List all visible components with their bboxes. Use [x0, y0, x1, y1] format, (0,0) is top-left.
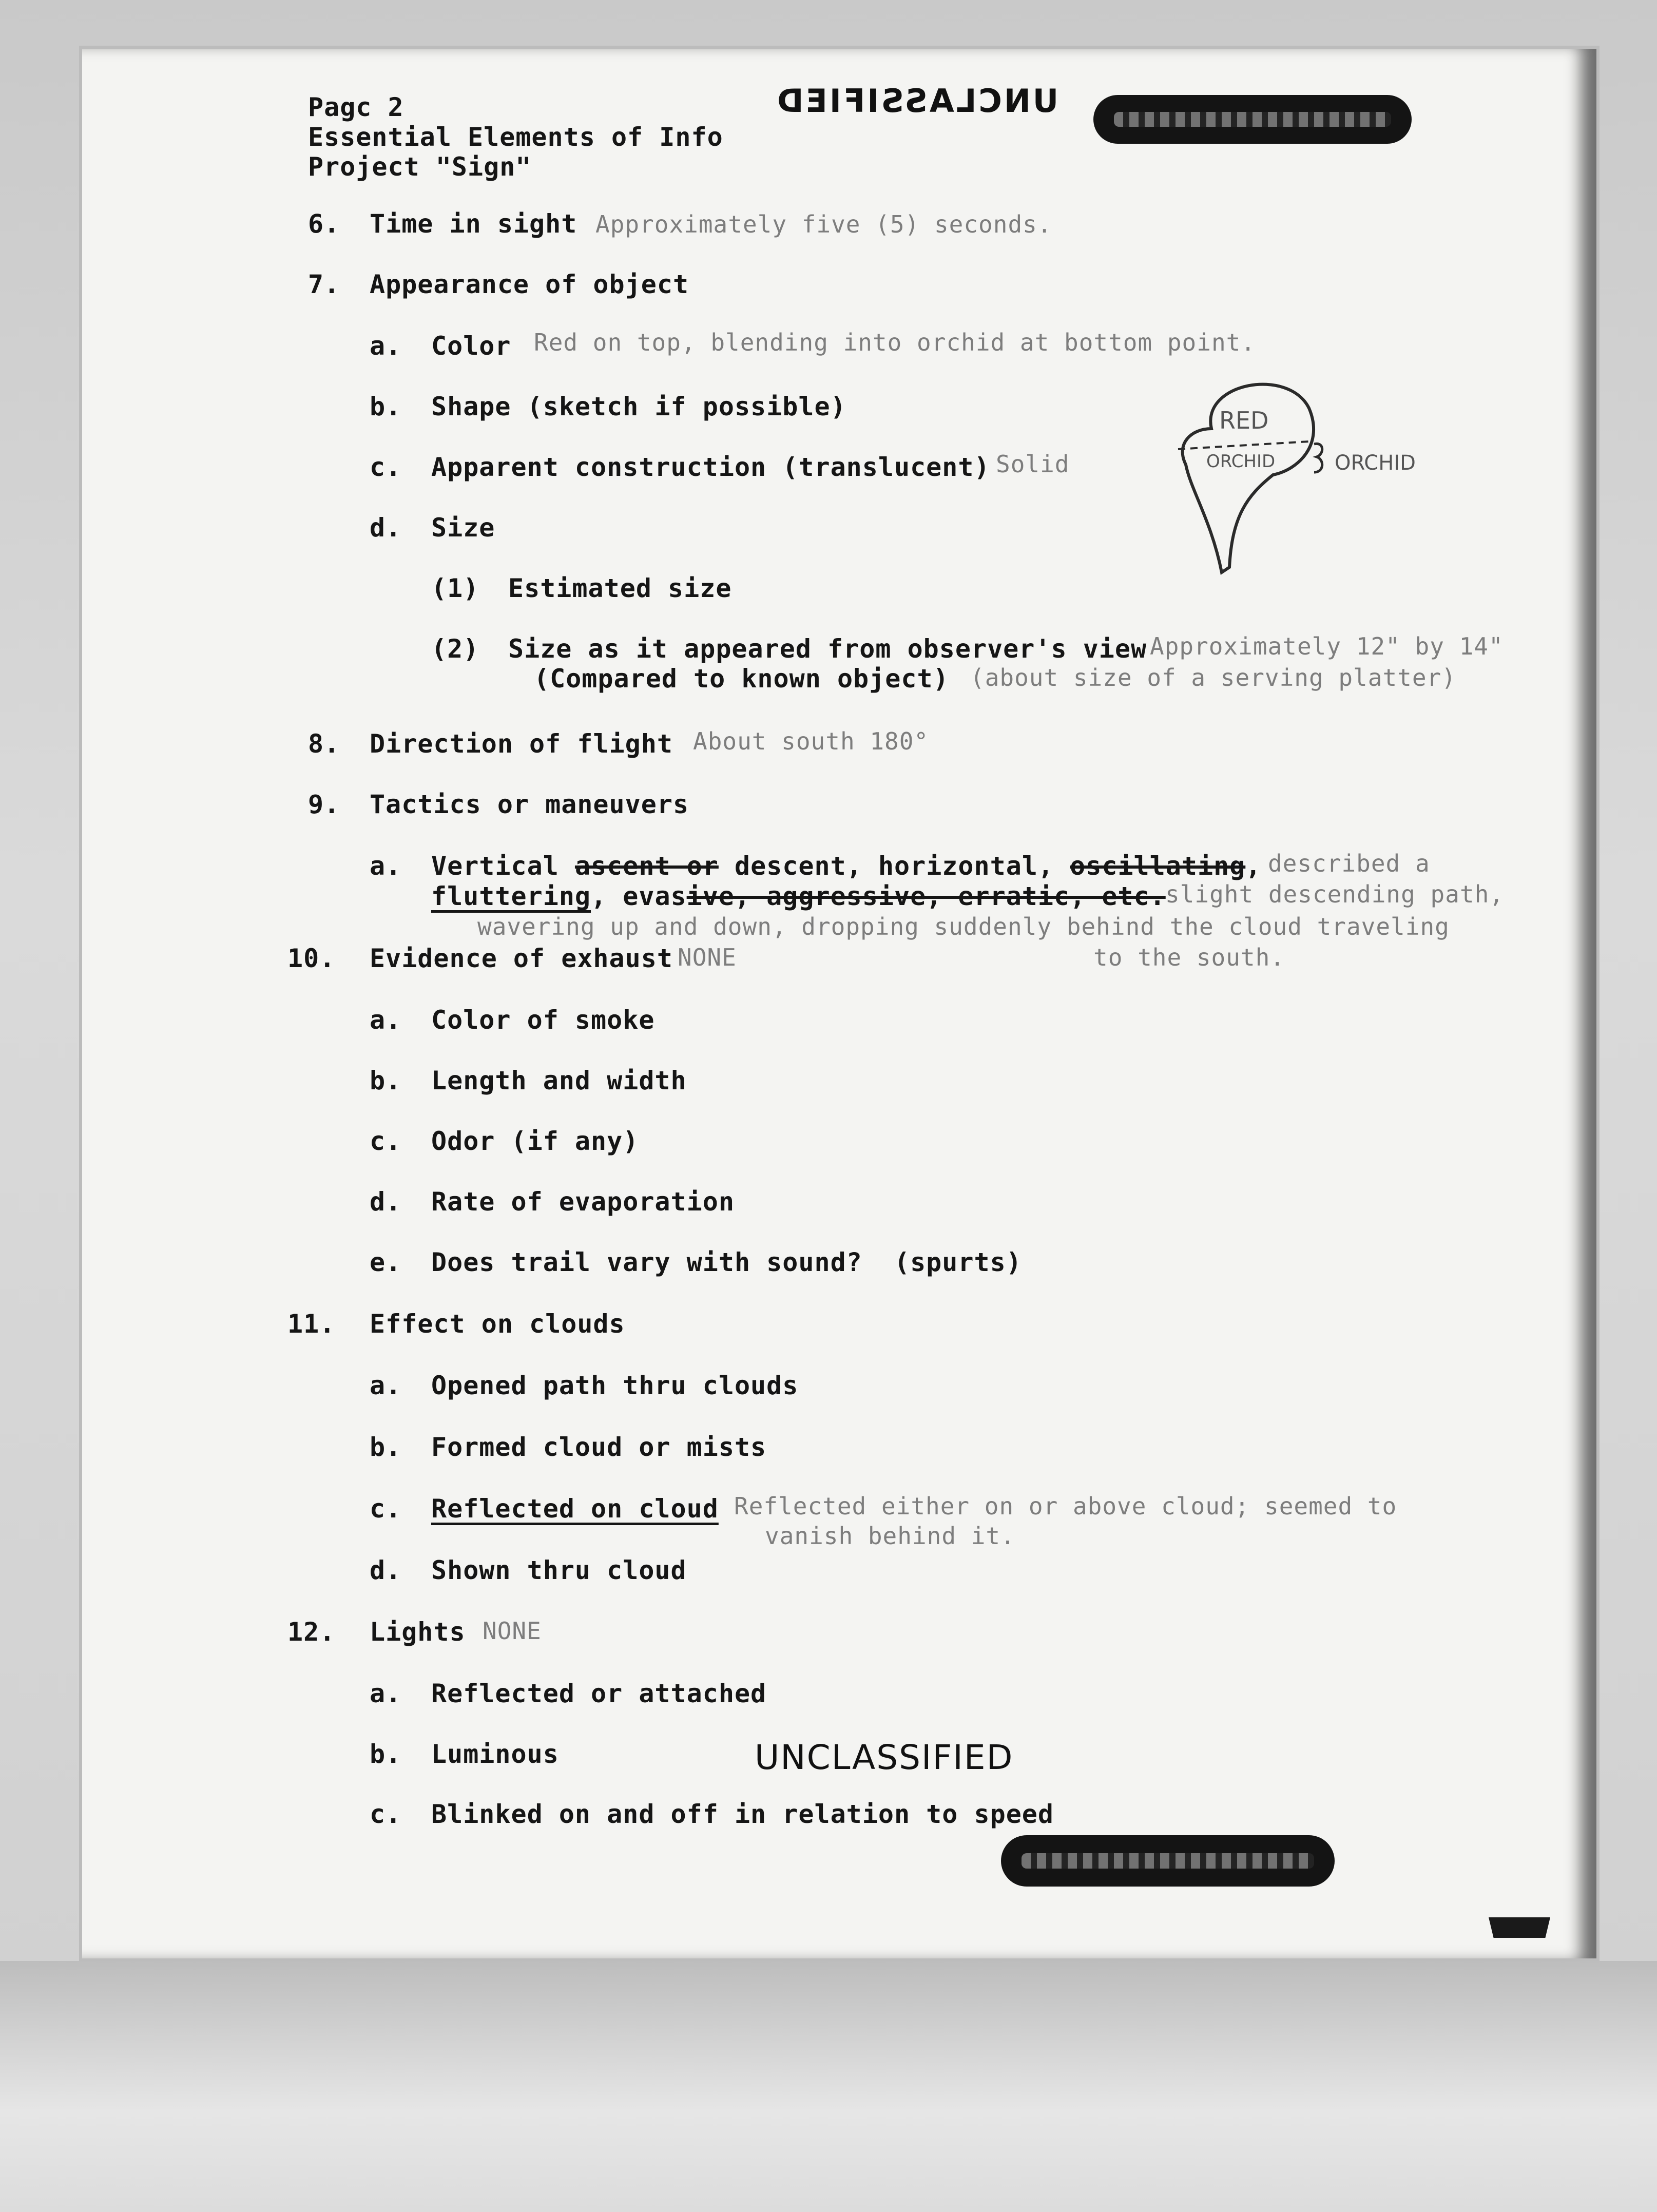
- item-11b-label: b.: [370, 1432, 402, 1462]
- item-9a-line1: [431, 851, 1261, 881]
- item-9-text: Tactics or maneuvers: [370, 790, 689, 819]
- item-12c-label: c.: [370, 1799, 402, 1829]
- photo-bottom-strip: [0, 1961, 1657, 2212]
- item-10-text: Evidence of exhaust: [370, 944, 673, 973]
- item-12-answer: NONE: [483, 1617, 542, 1645]
- corner-mark: [1489, 1917, 1550, 1938]
- item-11d-text: Shown thru cloud: [431, 1555, 687, 1585]
- item-9a-label: a.: [370, 851, 402, 881]
- redaction-bottom: [1001, 1835, 1335, 1887]
- item-7d1-text: Estimated size: [508, 573, 732, 603]
- item-10-answer: NONE: [678, 944, 737, 971]
- item-10-label: 10.: [287, 944, 336, 973]
- item-11b-text: Formed cloud or mists: [431, 1432, 767, 1462]
- item-9a-struck-2: oscillating: [1070, 851, 1246, 881]
- document-subtitle: Essential Elements of Info: [308, 122, 723, 152]
- item-7d-text: Size: [431, 513, 495, 543]
- item-11a-label: a.: [370, 1371, 402, 1400]
- item-11-text: Effect on clouds: [370, 1309, 625, 1339]
- item-7a-label: a.: [370, 331, 402, 361]
- item-12b-text: Luminous: [431, 1739, 559, 1769]
- item-10a-label: a.: [370, 1005, 402, 1035]
- item-12b-label: b.: [370, 1739, 402, 1769]
- item-9a-answer-1: described a: [1268, 850, 1430, 877]
- item-10a-text: Color of smoke: [431, 1005, 655, 1035]
- item-10c-text: Odor (if any): [431, 1126, 639, 1156]
- item-7d1-label: (1): [431, 573, 479, 603]
- item-10d-text: Rate of evaporation: [431, 1187, 735, 1217]
- item-9a-answer-3: wavering up and down, dropping suddenly behind the cloud traveling: [477, 913, 1450, 940]
- item-12-label: 12.: [287, 1617, 336, 1647]
- item-8-answer: About south 180°: [693, 727, 929, 755]
- item-10c-label: c.: [370, 1126, 402, 1156]
- item-11d-label: d.: [370, 1555, 402, 1585]
- item-7d2-answer-line2: (about size of a serving platter): [970, 664, 1456, 691]
- item-9a-struck-1: ascent or: [574, 851, 719, 881]
- item-12a-text: Reflected or attached: [431, 1679, 767, 1708]
- classification-stamp-bottom: UNCLASSIFIED: [755, 1738, 1014, 1777]
- item-10d-label: d.: [370, 1187, 402, 1217]
- item-11-label: 11.: [287, 1309, 336, 1339]
- item-10e-label: e.: [370, 1247, 402, 1277]
- item-12a-label: a.: [370, 1679, 402, 1708]
- item-9a-line2: [431, 881, 1166, 911]
- item-7d2-label: (2): [431, 634, 479, 664]
- item-9a-answer-4: to the south.: [1093, 944, 1285, 971]
- sketch-label-bottom: ORCHID: [1206, 451, 1276, 472]
- item-11c-text: Reflected on cloud: [431, 1494, 719, 1524]
- item-8-text: Direction of flight: [370, 729, 673, 759]
- item-7-text: Appearance of object: [370, 270, 689, 299]
- item-6-answer: Approximately five (5) seconds.: [595, 210, 1052, 238]
- item-10e-text: Does trail vary with sound? (spurts): [431, 1247, 1022, 1277]
- item-7a-answer: Red on top, blending into orchid at bottom point.: [534, 329, 1256, 356]
- item-7-label: 7.: [308, 270, 340, 299]
- sketch-label-top: RED: [1219, 407, 1269, 434]
- item-7c-text: Apparent construction (translucent): [431, 452, 990, 482]
- item-9a-answer-2: slight descending path,: [1165, 880, 1504, 908]
- item-12-text: Lights: [370, 1617, 466, 1647]
- page-number: Pagc 2: [308, 92, 404, 122]
- item-9a-struck-3: ive, aggressive, erratic, etc.: [686, 881, 1166, 911]
- item-7b-text: Shape (sketch if possible): [431, 392, 846, 421]
- sketch-label-side: ORCHID: [1335, 451, 1416, 475]
- item-9a-text-5: , evas: [591, 881, 687, 911]
- item-9a-text-2: descent, horizontal,: [718, 851, 1070, 881]
- item-7d2-text-line2: (Compared to known object): [534, 664, 949, 694]
- item-6-label: 6.: [308, 209, 340, 239]
- item-9a-text-3: ,: [1245, 851, 1262, 881]
- item-9a-text-4: fluttering: [431, 881, 591, 911]
- item-7d-label: d.: [370, 513, 402, 543]
- classification-stamp-mirrored: UNCLASSIFIED: [775, 82, 1059, 120]
- item-7d2-answer: Approximately 12" by 14": [1150, 632, 1504, 660]
- item-12c-text: Blinked on and off in relation to speed: [431, 1799, 1054, 1829]
- redaction-top: [1093, 95, 1412, 144]
- item-7c-answer: Solid: [996, 450, 1070, 478]
- item-9a-text-1: Vertical: [431, 851, 575, 881]
- item-7b-label: b.: [370, 392, 402, 421]
- item-7c-label: c.: [370, 452, 402, 482]
- object-shape-sketch: [1170, 352, 1489, 598]
- item-11c-answer-line2: vanish behind it.: [765, 1522, 1015, 1550]
- item-11c-answer: Reflected either on or above cloud; seemed to: [734, 1492, 1397, 1520]
- project-name: Project "Sign": [308, 152, 532, 182]
- item-7d2-text: Size as it appeared from observer's view: [508, 634, 1147, 664]
- item-6-text: Time in sight: [370, 209, 577, 239]
- item-7a-text: Color: [431, 331, 511, 361]
- item-10b-label: b.: [370, 1066, 402, 1095]
- item-10b-text: Length and width: [431, 1066, 687, 1095]
- item-8-label: 8.: [308, 729, 340, 759]
- item-11c-label: c.: [370, 1494, 402, 1524]
- item-9-label: 9.: [308, 790, 340, 819]
- document-page: [82, 49, 1596, 1958]
- item-11a-text: Opened path thru clouds: [431, 1371, 799, 1400]
